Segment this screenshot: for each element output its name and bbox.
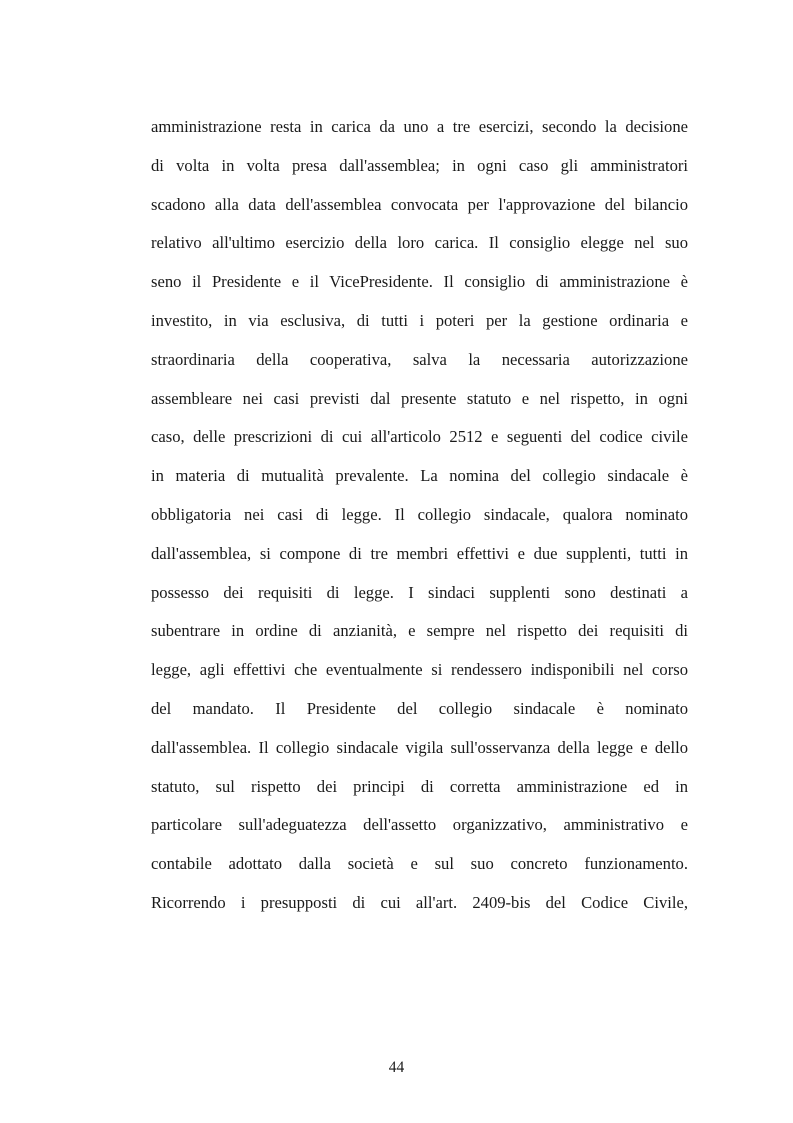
text-line: contabile adottato dalla società e sul suo concreto funzionamento. bbox=[151, 854, 688, 874]
text-line: particolare sull'adeguatezza dell'assetto organizzativo, amministrativo e bbox=[151, 815, 688, 835]
text-line: subentrare in ordine di anzianità, e sempre nel rispetto dei requisiti di bbox=[151, 621, 688, 641]
text-line: statuto, sul rispetto dei principi di corretta amministrazione ed in bbox=[151, 776, 688, 796]
page-number: 44 bbox=[388, 1059, 405, 1076]
text-line: assembleare nei casi previsti dal presente statuto e nel rispetto, in ogni bbox=[151, 388, 688, 408]
text-line: legge, agli effettivi che eventualmente si rendessero indisponibili nel corso bbox=[151, 660, 688, 680]
text-line: amministrazione resta in carica da uno a tre esercizi, secondo la decisione bbox=[151, 117, 688, 136]
text-line: del mandato. Il Presidente del collegio sindacale è nominato bbox=[151, 698, 688, 718]
text-line: scadono alla data dell'assemblea convocata per l'approvazione del bilancio bbox=[151, 194, 688, 214]
text-line: dall'assemblea, si compone di tre membri effettivi e due supplenti, tutti in bbox=[151, 543, 688, 563]
text-line: Ricorrendo i presupposti di cui all'art. 2409-bis del Codice Civile, bbox=[151, 892, 688, 912]
text-line: relativo all'ultimo esercizio della loro carica. Il consiglio elegge nel suo bbox=[151, 233, 688, 253]
text-line: in materia di mutualità prevalente. La nomina del collegio sindacale è bbox=[151, 466, 688, 486]
text-line: caso, delle prescrizioni di cui all'articolo 2512 e seguenti del codice civile bbox=[151, 427, 688, 447]
text-line: dall'assemblea. Il collegio sindacale vigila sull'osservanza della legge e dello bbox=[151, 737, 688, 757]
text-line: straordinaria della cooperativa, salva la necessaria autorizzazione bbox=[151, 349, 688, 369]
body-text bbox=[151, 112, 688, 927]
text-line: obbligatoria nei casi di legge. Il collegio sindacale, qualora nominato bbox=[151, 504, 688, 524]
text-line: possesso dei requisiti di legge. I sindaci supplenti sono destinati a bbox=[151, 582, 688, 602]
text-line: di volta in volta presa dall'assemblea; in ogni caso gli amministratori bbox=[151, 155, 688, 175]
text-line: seno il Presidente e il VicePresidente. Il consiglio di amministrazione è bbox=[151, 272, 688, 292]
text-line: investito, in via esclusiva, di tutti i poteri per la gestione ordinaria e bbox=[151, 310, 688, 330]
